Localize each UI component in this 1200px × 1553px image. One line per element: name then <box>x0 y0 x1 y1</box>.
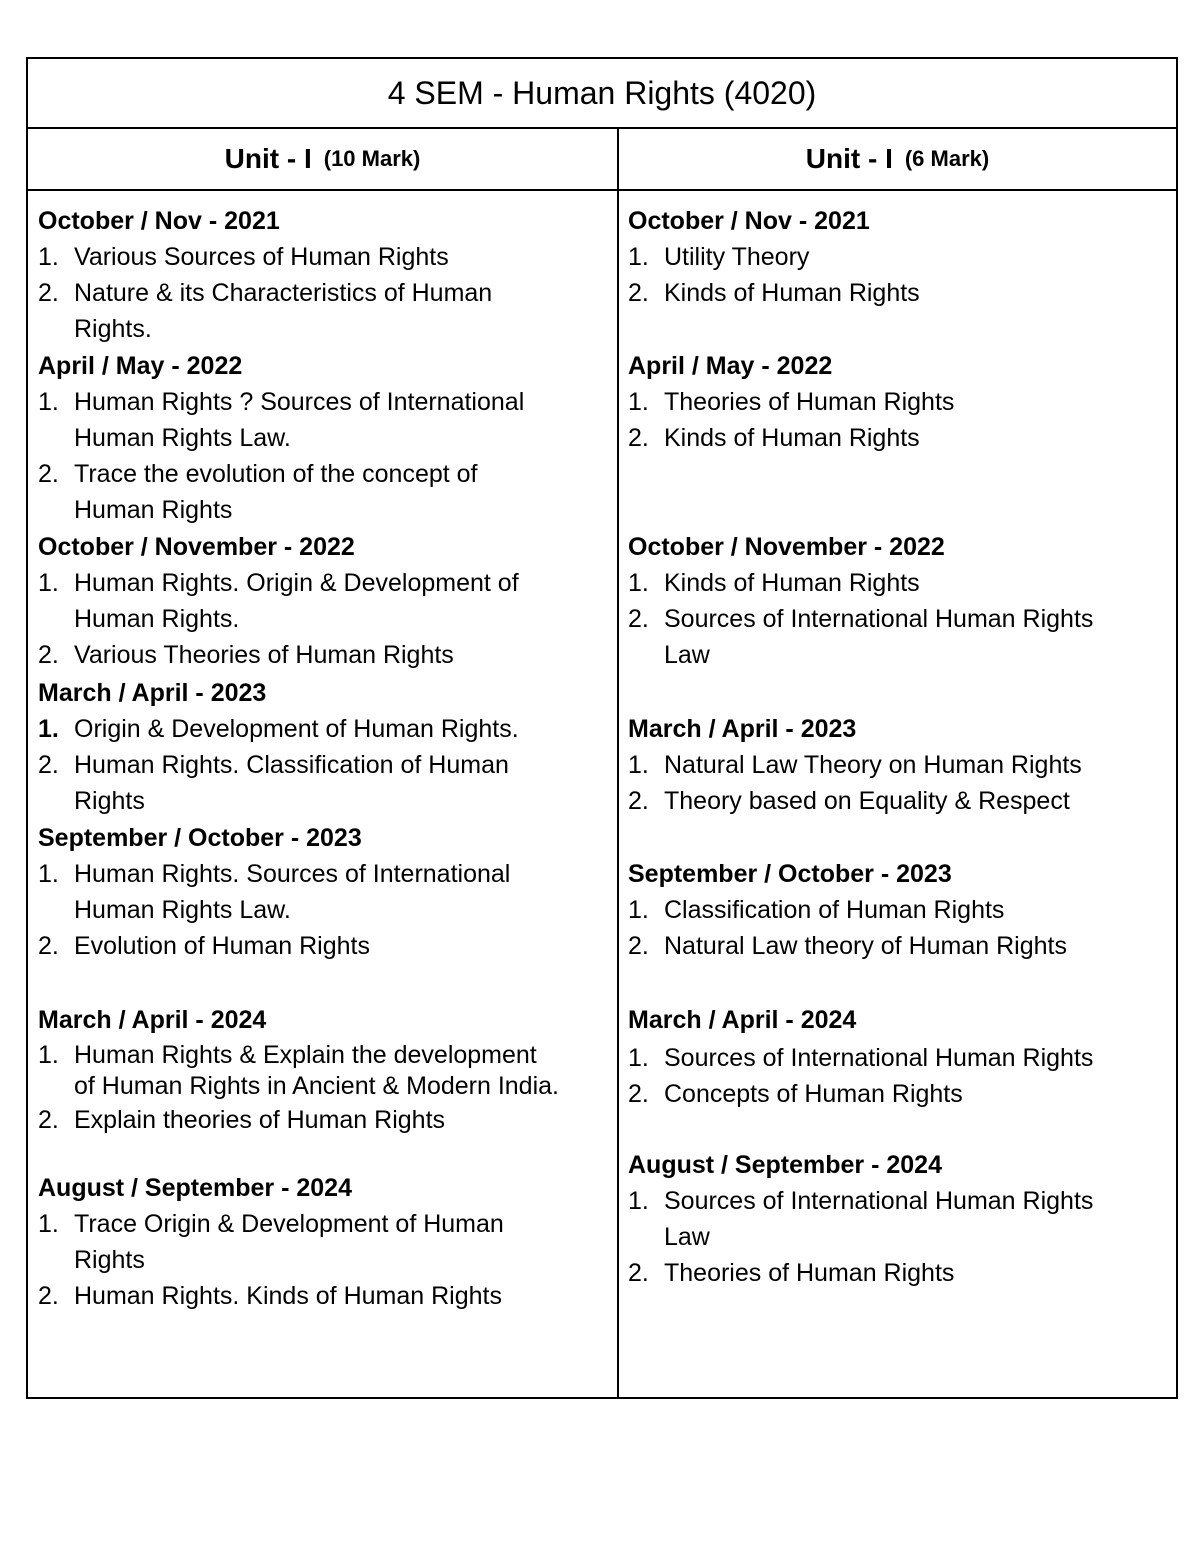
question-number: 2. <box>38 460 59 488</box>
exam-session <box>628 856 1173 964</box>
question-item <box>38 275 613 347</box>
question-text: Concepts of Human Rights <box>664 1080 963 1108</box>
question-item <box>628 1255 1173 1291</box>
question-number: 1. <box>38 1210 59 1238</box>
exam-session <box>38 820 613 964</box>
question-number: 2. <box>628 605 649 633</box>
header-cell-10-mark <box>28 129 617 189</box>
question-text: Sources of International Human Rights <box>664 605 1094 633</box>
question-item <box>38 1278 613 1314</box>
question-number: 2. <box>38 641 59 669</box>
question-item <box>628 747 1173 783</box>
question-item <box>38 1040 613 1102</box>
question-text: Rights <box>74 787 145 815</box>
question-text: Rights <box>74 1246 145 1274</box>
question-item <box>628 384 1173 420</box>
marks-label: (10 Mark) <box>323 146 421 171</box>
session-title: August / September - 2024 <box>628 1151 942 1179</box>
exam-session <box>38 529 613 673</box>
exam-session <box>628 711 1173 819</box>
question-text: Trace Origin & Development of Human <box>74 1210 504 1238</box>
question-text: Human Rights. Origin & Development of <box>74 569 519 597</box>
question-text: Evolution of Human Rights <box>74 932 370 960</box>
question-number: 1. <box>38 860 59 888</box>
session-title: October / November - 2022 <box>38 533 355 561</box>
question-item <box>628 601 1173 673</box>
table-title: 4 SEM - Human Rights (4020) <box>28 59 1176 129</box>
question-item <box>628 892 1173 928</box>
question-table <box>26 57 1178 1399</box>
question-item <box>38 384 613 456</box>
question-text: Human Rights. Kinds of Human Rights <box>74 1282 502 1310</box>
question-text: Human Rights Law. <box>74 424 291 452</box>
question-number: 1. <box>38 569 59 597</box>
question-text: Trace the evolution of the concept of <box>74 460 478 488</box>
question-text: Origin & Development of Human Rights. <box>74 715 519 743</box>
question-text: Human Rights Law. <box>74 896 291 924</box>
question-item <box>38 1102 613 1138</box>
question-item <box>628 239 1173 275</box>
exam-session <box>628 348 1173 456</box>
question-text: Nature & its Characteristics of Human <box>74 279 493 307</box>
question-number: 2. <box>628 424 649 452</box>
question-item <box>628 1183 1173 1255</box>
question-text: Natural Law Theory on Human Rights <box>664 751 1082 779</box>
session-title: October / Nov - 2021 <box>38 207 280 235</box>
session-title: March / April - 2024 <box>38 1006 267 1034</box>
question-text: Kinds of Human Rights <box>664 424 920 452</box>
unit-label: Unit - I <box>805 143 893 174</box>
question-text: Human Rights <box>74 496 233 524</box>
question-number: 2. <box>38 1282 59 1310</box>
unit-label: Unit - I <box>224 143 312 174</box>
question-item <box>38 856 613 928</box>
question-text: Theories of Human Rights <box>664 388 955 416</box>
question-item <box>628 783 1173 819</box>
question-number: 2. <box>38 751 59 779</box>
question-number: 2. <box>628 1259 649 1287</box>
exam-session <box>628 1147 1173 1291</box>
exam-session <box>38 1170 613 1314</box>
session-title: August / September - 2024 <box>38 1174 352 1202</box>
question-text: Utility Theory <box>664 243 810 271</box>
question-text: Natural Law theory of Human Rights <box>664 932 1067 960</box>
question-text: Classification of Human Rights <box>664 896 1005 924</box>
question-number: 2. <box>628 279 649 307</box>
question-number: 1. <box>628 1187 649 1215</box>
question-item <box>628 565 1173 601</box>
question-text: Sources of International Human Rights <box>664 1187 1094 1215</box>
question-item <box>628 928 1173 964</box>
session-title: March / April - 2023 <box>38 679 267 707</box>
question-text: of Human Rights in Ancient & Modern India. <box>74 1072 559 1100</box>
question-number: 1. <box>628 1044 649 1072</box>
question-number: 2. <box>38 1106 59 1134</box>
exam-session <box>628 529 1173 673</box>
question-text: Various Sources of Human Rights <box>74 243 449 271</box>
question-item <box>38 239 613 275</box>
question-number: 2. <box>628 932 649 960</box>
question-item <box>38 565 613 637</box>
question-text: Kinds of Human Rights <box>664 569 920 597</box>
header-cell-6-mark <box>619 129 1176 189</box>
question-text: Rights. <box>74 315 152 343</box>
question-text: Human Rights. <box>74 605 240 633</box>
question-number: 1. <box>628 751 649 779</box>
marks-label: (6 Mark) <box>904 146 990 171</box>
question-text: Explain theories of Human Rights <box>74 1106 446 1134</box>
question-item <box>628 420 1173 456</box>
question-text: Law <box>664 641 710 669</box>
question-item <box>628 1076 1173 1112</box>
question-item <box>628 275 1173 311</box>
exam-session <box>38 675 613 819</box>
question-item <box>38 637 613 673</box>
table-header-row <box>28 129 1176 191</box>
question-number: 2. <box>38 279 59 307</box>
session-title: September / October - 2023 <box>38 824 362 852</box>
question-number: 1. <box>628 243 649 271</box>
session-title: March / April - 2023 <box>628 715 857 743</box>
session-title: October / Nov - 2021 <box>628 207 870 235</box>
exam-session <box>38 348 613 528</box>
question-item <box>38 456 613 528</box>
question-number: 1. <box>38 715 59 743</box>
question-number: 1. <box>38 1041 59 1069</box>
exam-session <box>628 1002 1173 1112</box>
column-divider <box>617 129 619 1397</box>
question-text: Sources of International Human Rights <box>664 1044 1094 1072</box>
question-text: Law <box>664 1223 710 1251</box>
exam-session <box>38 203 613 347</box>
question-text: Human Rights & Explain the development <box>74 1041 537 1069</box>
question-text: Human Rights. Sources of International <box>74 860 511 888</box>
question-item <box>38 711 613 747</box>
question-item <box>628 1040 1173 1076</box>
question-text: Various Theories of Human Rights <box>74 641 454 669</box>
question-text: Human Rights. Classification of Human <box>74 751 509 779</box>
question-number: 1. <box>628 388 649 416</box>
question-item <box>38 747 613 819</box>
question-number: 2. <box>628 787 649 815</box>
question-text: Human Rights ? Sources of International <box>74 388 525 416</box>
question-number: 1. <box>38 388 59 416</box>
question-text: Theory based on Equality & Respect <box>664 787 1070 815</box>
question-number: 2. <box>628 1080 649 1108</box>
session-title: October / November - 2022 <box>628 533 945 561</box>
question-number: 1. <box>628 569 649 597</box>
exam-session <box>628 203 1173 311</box>
question-number: 1. <box>38 243 59 271</box>
question-number: 1. <box>628 896 649 924</box>
question-item <box>38 1206 613 1278</box>
question-text: Kinds of Human Rights <box>664 279 920 307</box>
session-title: April / May - 2022 <box>628 352 833 380</box>
session-title: September / October - 2023 <box>628 860 952 888</box>
session-title: March / April - 2024 <box>628 1006 857 1034</box>
question-text: Theories of Human Rights <box>664 1259 955 1287</box>
session-title: April / May - 2022 <box>38 352 243 380</box>
exam-session <box>38 1002 613 1138</box>
question-number: 2. <box>38 932 59 960</box>
question-item <box>38 928 613 964</box>
